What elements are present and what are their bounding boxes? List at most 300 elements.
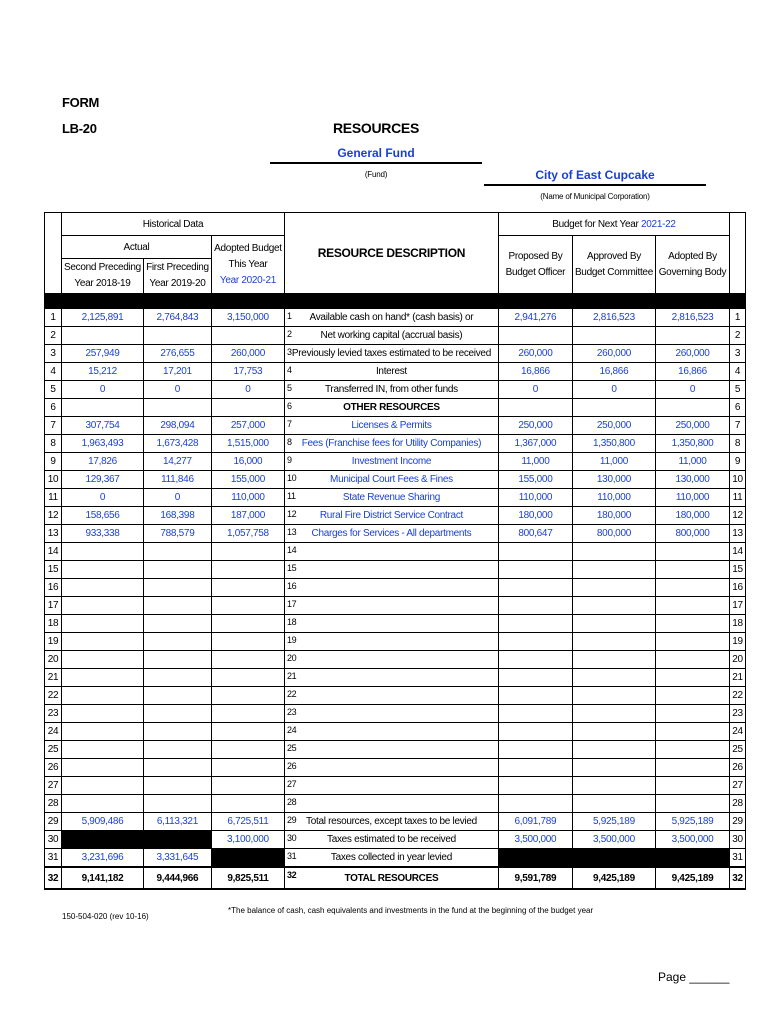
approved-value: 11,000 [572,453,655,471]
adopted-by-value [655,651,729,669]
table-row [45,597,746,615]
approved-value [572,669,655,687]
resource-description [284,687,498,705]
approved-value [572,705,655,723]
line-number: 21 [45,669,62,687]
description-line-number: 13 [286,527,297,537]
proposed-value [498,615,572,633]
adopted-budget-value [211,759,284,777]
proposed-value: 9,591,789 [498,867,572,889]
description-line-number: 25 [286,743,297,753]
proposed-value: 6,091,789 [498,813,572,831]
approved-value [572,615,655,633]
second-preceding-value: 0 [62,489,144,507]
proposed-value: 800,647 [498,525,572,543]
adopted-budget-value: 110,000 [211,489,284,507]
proposed-value: 16,866 [498,363,572,381]
adopted-by-value [655,579,729,597]
resource-description [284,831,498,849]
adopted-budget-value: 3,150,000 [211,309,284,327]
approved-value [572,579,655,597]
second-preceding-value: 3,231,696 [62,849,144,868]
line-number-right: 20 [729,651,745,669]
line-number-right: 9 [729,453,745,471]
description-line-number: 6 [286,401,292,411]
table-row [45,417,746,435]
budget-next-year-header: Budget for Next Year 2021-22 [498,213,729,236]
proposed-value [498,561,572,579]
adopted-budget-value [211,651,284,669]
proposed-value [498,795,572,813]
first-preceding-value [143,399,211,417]
first-preceding-value [143,741,211,759]
line-number-right: 12 [729,507,745,525]
line-number-right: 15 [729,561,745,579]
proposed-value [498,597,572,615]
adopted-by-value [655,543,729,561]
first-preceding-value: 3,331,645 [143,849,211,868]
adopted-by-value [655,849,729,868]
table-row [45,669,746,687]
line-number: 16 [45,579,62,597]
adopted-budget-value: 16,000 [211,453,284,471]
adopted-budget-value: 17,753 [211,363,284,381]
proposed-value: 3,500,000 [498,831,572,849]
approved-value: 250,000 [572,417,655,435]
description-line-number: 8 [286,437,292,447]
adopted-by-value [655,561,729,579]
line-number: 22 [45,687,62,705]
table-row [45,399,746,417]
table-row [45,381,746,399]
first-preceding-value [143,777,211,795]
line-number: 9 [45,453,62,471]
approved-value [572,849,655,868]
adopted-budget-value [211,633,284,651]
proposed-value [498,669,572,687]
first-preceding-value [143,831,211,849]
resource-description [284,435,498,453]
line-number-right: 22 [729,687,745,705]
description-line-number: 24 [286,725,297,735]
adopted-budget-header: Adopted Budget This Year Year 2020-21 [211,236,284,294]
description-line-number: 26 [286,761,297,771]
proposed-value [498,849,572,868]
approved-value: 800,000 [572,525,655,543]
line-number-right: 6 [729,399,745,417]
first-preceding-value [143,687,211,705]
total-row [45,867,746,889]
resource-description [284,417,498,435]
table-row [45,363,746,381]
line-number: 8 [45,435,62,453]
second-preceding-value: 9,141,182 [62,867,144,889]
first-preceding-value: 168,398 [143,507,211,525]
resource-description [284,381,498,399]
resource-description [284,345,498,363]
resources-table [44,212,746,890]
description-line-number: 4 [286,365,292,375]
line-number-right: 14 [729,543,745,561]
first-preceding-value: 9,444,966 [143,867,211,889]
resource-description [284,705,498,723]
approved-value: 260,000 [572,345,655,363]
second-preceding-value [62,741,144,759]
description-line-number: 10 [286,473,297,483]
description-line-number: 11 [286,491,296,501]
proposed-value: 11,000 [498,453,572,471]
second-preceding-value [62,561,144,579]
table-row [45,849,746,868]
first-preceding-value [143,705,211,723]
adopted-by-value [655,777,729,795]
proposed-value [498,399,572,417]
description-line-number: 1 [286,311,292,321]
second-preceding-value: 1,963,493 [62,435,144,453]
first-preceding-value [143,651,211,669]
line-number-right: 27 [729,777,745,795]
line-number: 18 [45,615,62,633]
line-number: 6 [45,399,62,417]
description-line-number: 17 [286,599,297,609]
second-preceding-value [62,723,144,741]
second-preceding-value [62,669,144,687]
table-row [45,507,746,525]
description-line-number: 28 [286,797,297,807]
adopted-budget-value: 3,100,000 [211,831,284,849]
proposed-value [498,687,572,705]
line-number: 28 [45,795,62,813]
approved-value [572,327,655,345]
resource-description [284,453,498,471]
line-number: 19 [45,633,62,651]
proposed-value [498,741,572,759]
second-preceding-value [62,543,144,561]
line-number: 15 [45,561,62,579]
approved-value [572,561,655,579]
proposed-value: 260,000 [498,345,572,363]
black-separator [45,294,746,309]
first-preceding-value [143,759,211,777]
table-row [45,633,746,651]
resource-description [284,813,498,831]
resource-description [284,543,498,561]
line-number-right: 25 [729,741,745,759]
description-text: Municipal Court Fees & Fines [330,474,453,485]
adopted-by-value: 250,000 [655,417,729,435]
description-line-number: 3 [286,347,292,357]
description-line-number: 31 [286,851,297,861]
first-preceding-value [143,795,211,813]
approved-value [572,633,655,651]
resource-description [284,867,498,889]
second-preceding-value: 158,656 [62,507,144,525]
resource-description [284,525,498,543]
description-text: Total resources, except taxes to be levied [306,816,477,827]
adopted-budget-value [211,723,284,741]
second-preceding-value: 129,367 [62,471,144,489]
approved-value [572,651,655,669]
resource-description [284,633,498,651]
approved-value [572,723,655,741]
adopted-by-value [655,327,729,345]
description-line-number: 14 [286,545,297,555]
line-number-right: 7 [729,417,745,435]
adopted-by-value: 0 [655,381,729,399]
approved-value: 9,425,189 [572,867,655,889]
first-preceding-value: 0 [143,489,211,507]
proposed-value [498,543,572,561]
line-number: 7 [45,417,62,435]
table-row [45,813,746,831]
adopted-budget-value [211,741,284,759]
adopted-budget-value: 9,825,511 [211,867,284,889]
proposed-value: 1,367,000 [498,435,572,453]
adopted-by-value [655,705,729,723]
line-number-right: 28 [729,795,745,813]
proposed-value [498,651,572,669]
approved-value [572,597,655,615]
table-row [45,471,746,489]
description-text: Investment Income [351,456,432,467]
table-row [45,741,746,759]
description-text: Transferred IN, from other funds [325,384,458,395]
table-row [45,525,746,543]
second-preceding-value [62,777,144,795]
second-preceding-value: 307,754 [62,417,144,435]
proposed-value: 250,000 [498,417,572,435]
description-line-number: 20 [286,653,297,663]
resource-description [284,579,498,597]
table-row [45,327,746,345]
line-number-right: 26 [729,759,745,777]
line-number: 11 [45,489,62,507]
adopted-by-value: 5,925,189 [655,813,729,831]
resource-description [284,849,498,868]
fund-caption: (Fund) [364,170,388,179]
description-text: TOTAL RESOURCES [344,872,439,884]
adopted-by-value [655,723,729,741]
adopted-budget-value [211,615,284,633]
adopted-budget-value: 6,725,511 [211,813,284,831]
line-number: 24 [45,723,62,741]
line-number: 26 [45,759,62,777]
line-number-right: 29 [729,813,745,831]
second-preceding-value: 5,909,486 [62,813,144,831]
line-number: 32 [45,867,62,889]
line-number-right: 31 [729,849,745,868]
first-preceding-value [143,327,211,345]
table-row [45,777,746,795]
line-number: 1 [45,309,62,327]
description-text: Charges for Services - All departments [311,528,472,539]
first-preceding-value: 0 [143,381,211,399]
adopted-by-value: 16,866 [655,363,729,381]
resource-description [284,363,498,381]
approved-value: 110,000 [572,489,655,507]
adopted-by-value: 2,816,523 [655,309,729,327]
adopted-by-value [655,741,729,759]
adopted-by-value: 9,425,189 [655,867,729,889]
second-preceding-value [62,687,144,705]
line-number-right: 13 [729,525,745,543]
line-number: 10 [45,471,62,489]
historical-data-header: Historical Data [62,213,285,236]
proposed-value [498,579,572,597]
second-preceding-value [62,579,144,597]
second-preceding-value [62,759,144,777]
proposed-value: 2,941,276 [498,309,572,327]
table-row [45,489,746,507]
adopted-budget-value [211,705,284,723]
description-text: Interest [375,366,407,377]
description-text: Net working capital (accrual basis) [320,330,463,341]
approved-value: 130,000 [572,471,655,489]
description-text: Available cash on hand* (cash basis) or [309,312,474,323]
line-number: 14 [45,543,62,561]
proposed-value [498,327,572,345]
adopted-by-value [655,669,729,687]
first-preceding-value: 298,094 [143,417,211,435]
form-label: FORM [62,95,100,110]
line-number: 25 [45,741,62,759]
adopted-budget-value [211,543,284,561]
adopted-by-value [655,597,729,615]
first-preceding-value: 1,673,428 [143,435,211,453]
adopted-by-value [655,399,729,417]
adopted-by-value: 1,350,800 [655,435,729,453]
line-number: 17 [45,597,62,615]
description-line-number: 12 [286,509,297,519]
adopted-by-value: 800,000 [655,525,729,543]
approved-value [572,687,655,705]
description-line-number: 5 [286,383,292,393]
resource-description [284,489,498,507]
table-row [45,831,746,849]
line-number-right: 17 [729,597,745,615]
description-text: Fees (Franchise fees for Utility Companies) [301,438,482,449]
line-number-right: 5 [729,381,745,399]
line-number: 5 [45,381,62,399]
line-number-right: 23 [729,705,745,723]
resource-description [284,597,498,615]
adopted-budget-value [211,795,284,813]
adopted-budget-value [211,597,284,615]
adopted-budget-value: 260,000 [211,345,284,363]
first-preceding-value: 276,655 [143,345,211,363]
table-row [45,687,746,705]
description-line-number: 21 [286,671,297,681]
description-line-number: 23 [286,707,297,717]
adopted-budget-value: 155,000 [211,471,284,489]
resource-description [284,723,498,741]
approved-value [572,741,655,759]
description-line-number: 19 [286,635,297,645]
table-row [45,615,746,633]
table-row [45,453,746,471]
adopted-budget-value [211,777,284,795]
footnote: *The balance of cash, cash equivalents and investments in the fund at the beginning of the budget year [228,906,594,915]
description-line-number: 9 [286,455,292,465]
proposed-value [498,777,572,795]
adopted-by-value: 3,500,000 [655,831,729,849]
line-number-right: 32 [729,867,745,889]
line-number-right: 10 [729,471,745,489]
page-number: Page ______ [658,970,730,984]
table-row [45,723,746,741]
adopted-by-value: 11,000 [655,453,729,471]
first-preceding-value: 6,113,321 [143,813,211,831]
first-preceding-value [143,561,211,579]
description-line-number: 30 [286,833,297,843]
resource-description [284,615,498,633]
adopted-budget-value [211,579,284,597]
table-row [45,795,746,813]
second-preceding-value: 2,125,891 [62,309,144,327]
adopted-by-value [655,759,729,777]
line-number-right: 2 [729,327,745,345]
description-text: Taxes collected in year levied [330,852,452,863]
approved-value [572,759,655,777]
line-number: 23 [45,705,62,723]
description-text: Taxes estimated to be received [327,834,456,845]
line-number-right: 4 [729,363,745,381]
resource-description [284,399,498,417]
table-row [45,705,746,723]
resource-description [284,795,498,813]
proposed-header: Proposed By Budget Officer [498,236,572,294]
first-preceding-value [143,597,211,615]
line-number: 4 [45,363,62,381]
line-number: 31 [45,849,62,868]
line-number: 30 [45,831,62,849]
first-preceding-value: 788,579 [143,525,211,543]
table-row [45,309,746,327]
line-number-right: 30 [729,831,745,849]
line-number-right: 11 [729,489,745,507]
approved-header: Approved By Budget Committee [572,236,655,294]
adopted-budget-value: 0 [211,381,284,399]
description-text: Licenses & Permits [351,420,432,431]
line-number-right: 3 [729,345,745,363]
approved-value: 180,000 [572,507,655,525]
adopted-by-value [655,687,729,705]
description-line-number: 32 [286,870,297,880]
proposed-value [498,723,572,741]
resource-description [284,327,498,345]
table-row [45,561,746,579]
line-number-right: 8 [729,435,745,453]
description-text: State Revenue Sharing [342,492,440,503]
first-preceding-value [143,669,211,687]
line-number: 3 [45,345,62,363]
resource-description [284,309,498,327]
adopted-by-value: 130,000 [655,471,729,489]
adopted-budget-value: 1,515,000 [211,435,284,453]
second-preceding-header: Second Preceding Year 2018-19 [62,259,144,294]
proposed-value [498,633,572,651]
fund-name: General Fund [270,146,482,164]
approved-value [572,399,655,417]
adopted-by-value [655,615,729,633]
description-line-number: 2 [286,329,292,339]
description-text: Previously levied taxes estimated to be received [291,348,491,359]
line-number-right: 24 [729,723,745,741]
adopted-budget-value [211,687,284,705]
first-preceding-value [143,615,211,633]
second-preceding-value [62,633,144,651]
first-preceding-value: 2,764,843 [143,309,211,327]
